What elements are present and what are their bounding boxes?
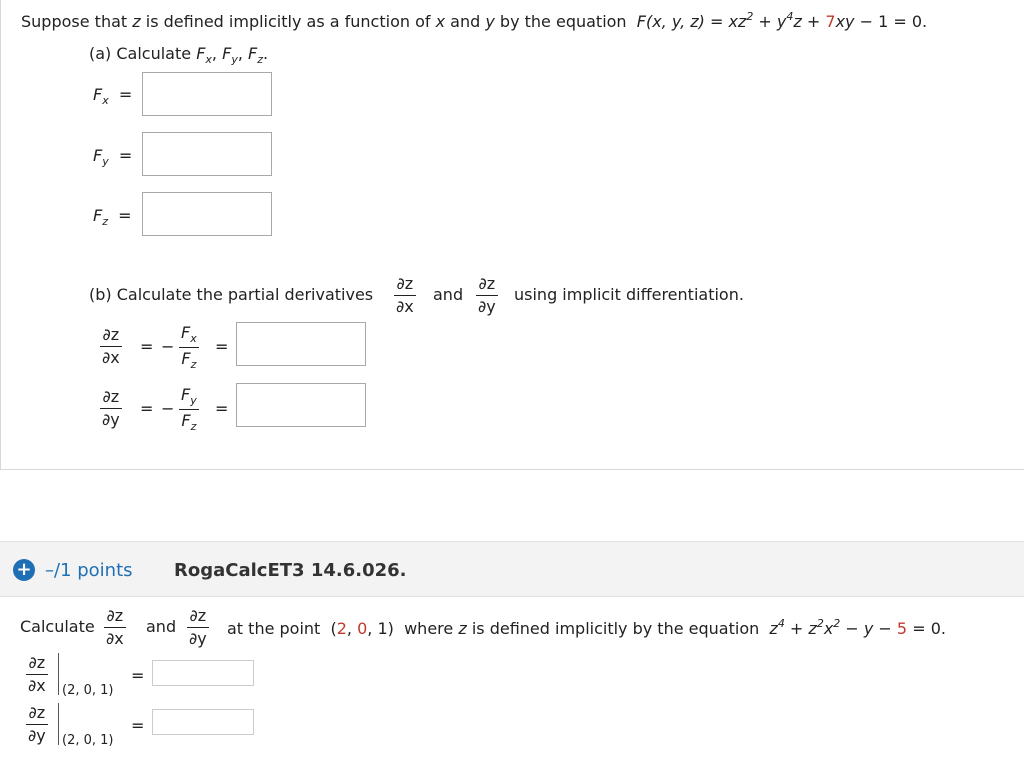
q1-intro-text: and (450, 12, 481, 31)
frac-num: ∂z (478, 274, 496, 293)
dz-dx-answer-input[interactable] (236, 322, 366, 366)
fx-over-fz (179, 325, 199, 370)
q2-eval-point: (2, 0, 1) (62, 733, 114, 748)
q2-point-coord: 2 (336, 619, 347, 638)
equals-sign: = (140, 399, 154, 418)
frac-bar (179, 409, 199, 410)
q1-equation (637, 12, 927, 31)
frac-bar (104, 627, 126, 628)
frac-den: ∂x (28, 676, 46, 695)
F-symbol: F (181, 349, 191, 368)
q2-text: at the point (227, 619, 321, 638)
period: . (263, 44, 269, 63)
q2-point-coord: 1 (377, 619, 388, 638)
eval-bar (58, 703, 59, 745)
frac-den: ∂y (28, 726, 46, 745)
equals-sign: = (131, 666, 145, 685)
q2-text: is defined implicitly by the equation (471, 619, 760, 638)
part-b-label: (b) Calculate the partial derivatives (89, 285, 374, 304)
eq-sup: 2 (816, 617, 824, 630)
sub: y (231, 53, 238, 66)
q2-calculate-label: Calculate (20, 617, 95, 636)
sub: z (190, 420, 197, 433)
sub: z (190, 358, 197, 371)
fy-answer-input[interactable] (142, 132, 272, 176)
fz-answer-input[interactable] (142, 192, 272, 236)
minus-sign: − (161, 399, 175, 418)
eq-part: x (823, 619, 834, 638)
q2-point-coord: 0 (357, 619, 368, 638)
frac-den: ∂y (102, 410, 120, 429)
equals-sign: = (215, 337, 229, 356)
equals-sign: = (118, 206, 132, 225)
frac-num: ∂z (396, 274, 414, 293)
eval-bar (58, 653, 59, 695)
frac-num: ∂z (189, 606, 207, 625)
frac-bar (179, 347, 199, 348)
sub: z (102, 215, 108, 228)
F-symbol: F (93, 85, 103, 104)
q2-eval-dz-dx (26, 655, 48, 694)
sub: x (190, 332, 197, 345)
equals-sign: = (118, 85, 133, 104)
frac-num: ∂z (28, 703, 46, 722)
sub: y (190, 394, 197, 407)
frac-bar (476, 295, 498, 296)
F-symbol: F (93, 146, 103, 165)
dz-dy-lhs (100, 389, 122, 428)
q2-dz-dy-answer-input[interactable] (152, 709, 254, 735)
frac-den: ∂x (102, 348, 120, 367)
eq-part: xy (835, 12, 855, 31)
question-2-header (0, 541, 1024, 597)
comma: , (237, 44, 243, 63)
part-a-heading (89, 44, 268, 66)
q2-point-sep: , (367, 619, 373, 638)
part-b-and: and (433, 285, 464, 304)
F-symbol: F (181, 385, 191, 404)
part-a-label: (a) Calculate (89, 44, 192, 63)
fz-label (93, 206, 132, 228)
q1-var-x: x (435, 12, 446, 31)
F-symbol: F (93, 206, 103, 225)
q2-eval-dz-dy (26, 705, 48, 744)
q1-intro-text: Suppose that (21, 12, 128, 31)
frac-bar (100, 408, 122, 409)
q1-intro (21, 10, 927, 31)
F-symbol: F (181, 411, 191, 430)
q1-var-y: y (485, 12, 495, 31)
frac-num: ∂z (28, 653, 46, 672)
eq-part: F(x, y, z) = xz (636, 12, 747, 31)
eq-sup: 2 (833, 617, 841, 630)
equals-sign: = (118, 146, 133, 165)
F-symbol: F (196, 44, 206, 63)
F-symbol: F (248, 44, 258, 63)
q2-statement (227, 617, 946, 638)
q2-equation (769, 619, 946, 638)
dz-dy-answer-input[interactable] (236, 383, 366, 427)
frac-num: ∂z (102, 387, 120, 406)
q1-intro-text: by the equation (499, 12, 627, 31)
eq-part: + y (758, 12, 787, 31)
q2-point-paren: ( (330, 619, 337, 638)
sub: x (102, 94, 109, 107)
F-symbol: F (222, 44, 232, 63)
q2-var-z: z (458, 619, 467, 638)
frac-bar (394, 295, 416, 296)
eq-part: − y − (845, 619, 892, 638)
points-label: –/1 points (45, 560, 133, 581)
eq-part: − 1 = 0. (859, 12, 928, 31)
eq-coefficient: 7 (825, 12, 836, 31)
frac-num: ∂z (106, 606, 124, 625)
eq-sup: 4 (786, 10, 794, 23)
q2-eval-point: (2, 0, 1) (62, 683, 114, 698)
frac-den: ∂y (189, 629, 207, 648)
q2-dz-dx-fraction (104, 608, 126, 647)
frac-bar (26, 674, 48, 675)
q2-dz-dy-fraction (187, 608, 209, 647)
q2-and: and (146, 617, 177, 636)
q1-intro-text: is defined implicitly as a function of (145, 12, 431, 31)
F-symbol: F (181, 323, 191, 342)
q2-text: where (404, 619, 454, 638)
frac-num: ∂z (102, 325, 120, 344)
frac-den: ∂y (478, 297, 496, 316)
eq-part: = 0. (912, 619, 946, 638)
frac-den: ∂x (396, 297, 414, 316)
eq-part: z + (793, 12, 821, 31)
expand-plus-icon[interactable]: + (13, 559, 35, 581)
eq-sup: 4 (777, 617, 785, 630)
q2-point-paren: ) (387, 619, 394, 638)
frac-bar (26, 724, 48, 725)
fx-answer-input[interactable] (142, 72, 272, 116)
minus-sign: − (161, 337, 175, 356)
frac-den: ∂x (106, 629, 124, 648)
sub: x (205, 53, 212, 66)
part-b-suffix: using implicit differentiation. (514, 285, 744, 304)
frac-bar (100, 346, 122, 347)
frac-bar (187, 627, 209, 628)
fx-label (93, 85, 132, 107)
q2-point-sep: , (346, 619, 353, 638)
equals-sign: = (131, 716, 145, 735)
eq-part: + z (789, 619, 817, 638)
eq-sup: 2 (746, 10, 754, 23)
dz-dy-fraction (476, 276, 498, 315)
q2-dz-dx-answer-input[interactable] (152, 660, 254, 686)
sub: z (257, 53, 263, 66)
dz-dx-lhs (100, 327, 122, 366)
eq-coefficient: 5 (896, 619, 908, 638)
eq-part: z (769, 619, 778, 638)
dz-dx-fraction (394, 276, 416, 315)
comma: , (211, 44, 218, 63)
q1-var-z: z (132, 12, 141, 31)
sub: y (102, 155, 109, 168)
equals-sign: = (215, 399, 229, 418)
fy-label (93, 146, 132, 168)
fy-over-fz (179, 387, 199, 432)
equals-sign: = (140, 337, 154, 356)
question-code: RogaCalcET3 14.6.026. (174, 560, 407, 581)
